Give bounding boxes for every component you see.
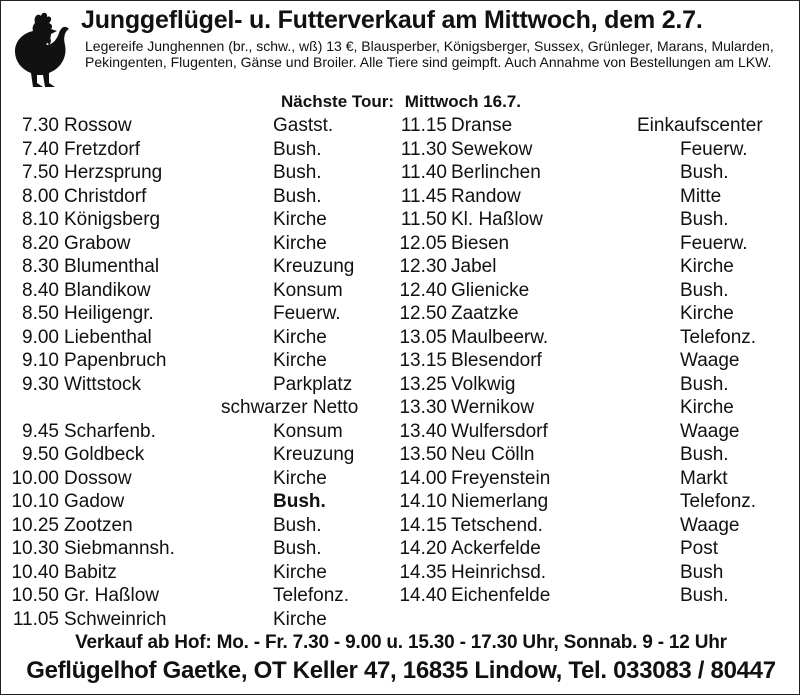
schedule-row [1,161,401,185]
stop-time: 9.45 [22,420,59,442]
rooster-icon [5,9,71,91]
stop-place: Blumenthal [64,256,160,277]
stop-place: Glienicke [451,279,530,301]
stop-place: Wittstock [64,373,142,395]
stop-location: Kreuzung [273,444,355,465]
stop-location: Kirche [680,256,734,277]
stop-time: 8.50 [22,303,59,324]
stop-location: Bush. [680,162,729,183]
stop-time: 8.30 [22,256,59,277]
stop-time: 14.00 [399,467,447,489]
stop-location: Kirche [273,467,327,489]
stop-location: Konsum [273,420,343,442]
stop-time: 12.05 [399,232,447,254]
stop-place: Dranse [451,115,513,136]
next-tour-date: Mittwoch 16.7. [404,92,521,111]
stop-location: Telefonz. [273,585,350,606]
stop-place: Grabow [64,232,131,254]
schedule-row [1,279,401,303]
schedule-row [1,443,401,467]
stop-location: Bush. [273,514,322,536]
stop-location: Bush [680,561,724,583]
stop-time: 9.50 [22,444,59,465]
stop-place: Blesendorf [451,350,542,371]
stop-time: 14.20 [399,538,447,559]
stop-location: Kirche [273,608,327,630]
schedule-row [1,490,401,514]
stop-place: Eichenfelde [451,585,551,606]
schedule-row [400,208,800,232]
stop-time: 7.30 [22,115,59,136]
stop-place: Zaatzke [451,303,519,324]
stop-place: Wulfersdorf [451,420,548,442]
stop-place: Gr. Haßlow [64,585,160,606]
ad-title: Junggeflügel- u. Futterverkauf am Mittwoch, dem 2.7. [81,6,703,34]
stop-time: 10.40 [11,561,59,583]
stop-place: Volkwig [451,373,516,395]
stop-location: Waage [680,350,740,371]
stop-place: Herzsprung [64,162,163,183]
schedule-row [1,608,401,632]
schedule-row [1,185,401,209]
stop-time: 8.00 [22,185,59,207]
stop-place: Biesen [451,232,510,254]
stop-time: 7.50 [22,162,59,183]
schedule-row [399,561,800,585]
schedule-row [399,373,800,397]
stop-location: Kirche [273,350,327,371]
stop-place: Heiligengr. [64,303,154,324]
stop-place: Randow [451,185,521,207]
stop-place: Siebmannsh. [64,538,175,559]
stop-place: Gadow [64,491,125,512]
stop-location: Bush. [273,491,326,512]
stop-place: Ackerfelde [451,538,541,559]
stop-time: 8.20 [22,232,59,254]
stop-location: Bush. [680,444,729,465]
stop-location: Kirche [273,326,327,348]
schedule-row [399,420,800,444]
schedule-left-column [1,114,401,631]
stop-time: 13.05 [399,326,447,348]
stop-time: 11.30 [400,138,447,160]
stop-time: 9.00 [22,326,59,348]
stop-location: Bush. [680,373,729,395]
stop-place: Liebenthal [64,326,152,348]
schedule-row [1,561,401,585]
schedule-row [399,396,800,420]
stop-location: Telefonz. [680,326,757,348]
stop-time: 12.50 [399,303,447,324]
stop-place: Babitz [64,561,117,583]
stop-time: 9.30 [22,373,59,395]
stop-location: Kirche [680,397,734,418]
schedule-row [1,537,401,561]
stop-location: Feuerw. [680,232,748,254]
stop-time: 9.10 [22,350,59,371]
stop-location: Kirche [273,209,327,230]
stop-place: Sewekow [451,138,533,160]
schedule-right-column [399,114,800,608]
stop-location: Bush. [680,279,729,301]
stop-time: 8.40 [22,279,59,301]
stop-place: Berlinchen [451,162,541,183]
schedule-row [1,302,401,326]
schedule-row [399,255,800,279]
stop-location: Gastst. [273,115,334,136]
stop-time: 14.10 [399,491,447,512]
schedule-row [399,537,800,561]
stop-location: Bush. [273,538,322,559]
stop-location: Telefonz. [680,491,757,512]
schedule-row [1,138,401,162]
stop-location: Waage [680,420,740,442]
stop-location: Bush. [273,138,322,160]
stop-location: Feuerw. [680,138,748,160]
schedule-row [1,208,401,232]
stop-time: 14.15 [399,514,447,536]
stop-place: Neu Cölln [451,444,535,465]
schedule-row [399,514,800,538]
stop-time: 10.30 [11,538,59,559]
stop-location: Kreuzung [273,256,355,277]
ad-intro-text: Legereife Junghennen (br., schw., wß) 13 €, Blausperber, Königsberger, Sussex, Grünleger, Marans, Mularden, Pekingenten, Flugenten, Gänse und Broiler. Alle Tiere sind geimpft. Auch Annahme von Bestellungen am LKW. [85,38,774,70]
stop-place: Dossow [64,467,132,489]
schedule-row [1,114,401,138]
stop-location: Post [680,538,719,559]
stop-place: Christdorf [64,185,147,207]
stop-location: Feuerw. [273,303,341,324]
stop-time: 13.30 [399,397,447,418]
schedule-row [400,161,800,185]
stop-location: Markt [680,467,728,489]
schedule-row [1,467,401,491]
schedule-row [399,490,800,514]
schedule-row [399,232,800,256]
stop-location: Parkplatz [273,373,353,395]
stop-place: Heinrichsd. [451,561,547,583]
stop-time: 11.45 [400,185,447,207]
stop-place: Blandikow [64,279,151,301]
stop-time: 8.10 [22,209,59,230]
stop-place: Fretzdorf [64,138,141,160]
schedule-subline [1,396,401,420]
schedule-row [1,514,401,538]
stop-location: Bush. [273,162,322,183]
stop-location: Konsum [273,279,343,301]
schedule-row [400,114,800,138]
stop-time: 11.05 [12,608,59,630]
stop-place: Scharfenb. [64,420,156,442]
stop-location: Kirche [273,561,327,583]
stop-place: Papenbruch [64,350,167,371]
stop-place: Jabel [451,256,497,277]
stop-place: Schweinrich [64,608,167,630]
stop-location: Mitte [680,185,722,207]
stop-time: 10.25 [11,514,59,536]
farm-address: Geflügelhof Gaetke, OT Keller 47, 16835 Lindow, Tel. 033083 / 80447 [26,657,776,684]
schedule-row [399,279,800,303]
stop-location-detail: schwarzer Netto [221,397,359,418]
stop-location: Kirche [680,303,734,324]
stop-time: 13.25 [399,373,447,395]
stop-time: 10.50 [11,585,59,606]
schedule-row [400,185,800,209]
schedule-row [1,420,401,444]
stop-place: Goldbeck [64,444,145,465]
stop-time: 11.50 [400,209,447,230]
stop-time: 14.35 [399,561,447,583]
stop-time: 7.40 [22,138,59,160]
stop-location: Bush. [680,585,729,606]
schedule-row [1,373,401,397]
stop-place: Zootzen [64,514,133,536]
stop-place: Königsberg [64,209,161,230]
stop-time: 11.15 [400,115,447,136]
schedule-row [1,584,401,608]
stop-location: Einkaufscenter [637,115,763,136]
schedule-row [399,349,800,373]
next-tour-line [1,92,800,112]
stop-time: 12.30 [399,256,447,277]
stop-place: Tetschend. [451,514,543,536]
stop-location: Kirche [273,232,327,254]
schedule-row [1,349,401,373]
stop-time: 12.40 [399,279,447,301]
stop-time: 13.40 [399,420,447,442]
schedule-row [1,326,401,350]
stop-location: Bush. [273,185,322,207]
sales-hours: Verkauf ab Hof: Mo. - Fr. 7.30 - 9.00 u. 15.30 - 17.30 Uhr, Sonnab. 9 - 12 Uhr [75,632,727,653]
stop-time: 10.10 [11,491,59,512]
stop-place: Maulbeerw. [451,326,549,348]
schedule-row [400,138,800,162]
stop-place: Freyenstein [451,467,551,489]
stop-place: Wernikow [451,397,535,418]
next-tour-label: Nächste Tour: [281,92,395,111]
stop-time: 10.00 [11,467,59,489]
stop-time: 13.15 [399,350,447,371]
stop-time: 11.40 [400,162,447,183]
schedule-row [399,467,800,491]
schedule-row [1,255,401,279]
stop-time: 13.50 [399,444,447,465]
stop-place: Rossow [64,115,132,136]
schedule-row [399,584,800,608]
schedule-row [399,302,800,326]
schedule-row [399,326,800,350]
stop-location: Bush. [680,209,729,230]
stop-place: Kl. Haßlow [451,209,543,230]
stop-time: 14.40 [399,585,447,606]
schedule-row [1,232,401,256]
schedule-row [399,443,800,467]
stop-location: Waage [680,514,740,536]
stop-place: Niemerlang [451,491,549,512]
